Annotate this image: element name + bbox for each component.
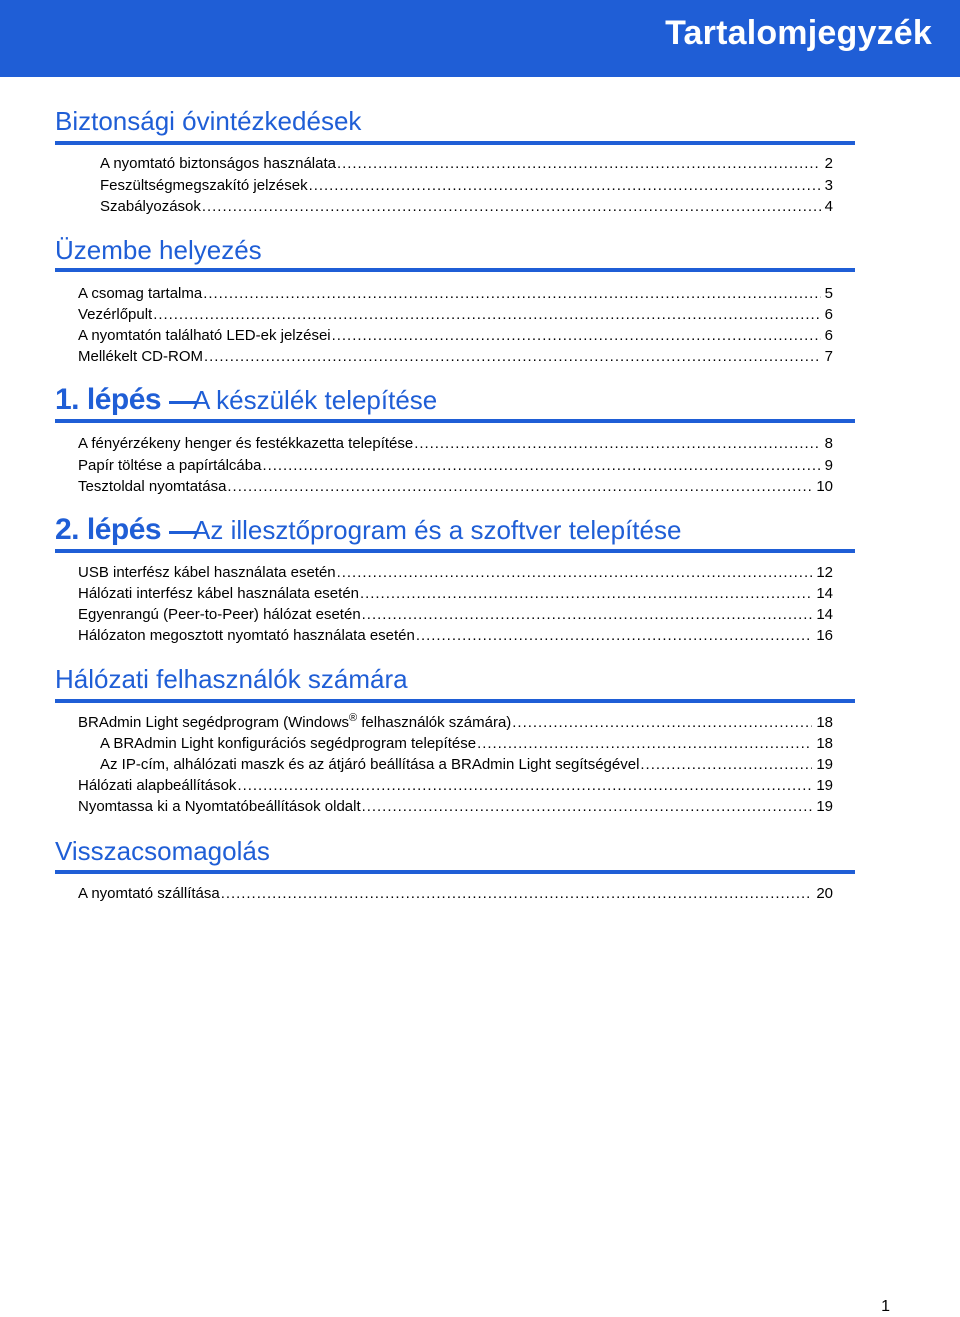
toc-entry-bradmin-install[interactable] <box>100 734 833 754</box>
toc-entry-paper[interactable] <box>78 456 833 476</box>
toc-entry-network-defaults[interactable] <box>78 776 833 796</box>
leader-dots <box>337 154 821 174</box>
leader-dots <box>640 755 812 775</box>
toc-entry-drum[interactable] <box>78 434 833 454</box>
step-number: 1. lépés <box>55 383 162 416</box>
leader-dots <box>153 305 820 325</box>
section-divider <box>55 268 855 272</box>
toc-entry-package[interactable] <box>78 284 833 304</box>
leader-dots <box>416 626 812 646</box>
leader-dots <box>227 477 812 497</box>
toc-entry-label: A BRAdmin Light konfigurációs segédprogram telepítése <box>100 735 477 752</box>
toc-entry-label: A csomag tartalma <box>78 285 203 302</box>
toc-entry-label: A nyomtatón található LED-ek jelzései <box>78 327 331 344</box>
toc-entry-label: Tesztoldal nyomtatása <box>78 478 227 495</box>
toc-entry-network-cable[interactable] <box>78 584 833 604</box>
toc-entry-label: A nyomtató szállítása <box>78 885 220 902</box>
step-number: 2. lépés <box>55 513 162 546</box>
toc-entry-bradmin-light[interactable] <box>78 713 833 733</box>
step-heading-2 <box>55 513 682 547</box>
toc-entry-page: 4 <box>824 198 833 215</box>
section-heading-safety: Biztonsági óvintézkedések <box>55 106 362 136</box>
toc-entry-shipping[interactable] <box>78 884 833 904</box>
section-heading-setup: Üzembe helyezés <box>55 235 262 265</box>
leader-dots <box>221 884 813 904</box>
leader-dots <box>203 284 820 304</box>
toc-entry-label: Papír töltése a papírtálcába <box>78 457 262 474</box>
toc-entry-label: Egyenrangú (Peer-to-Peer) hálózat esetén <box>78 606 361 623</box>
leader-dots <box>332 326 821 346</box>
leader-dots <box>204 347 821 367</box>
toc-entry-page: 12 <box>816 564 833 581</box>
toc-entry-page: 18 <box>816 714 833 731</box>
toc-entry-safe-use[interactable] <box>100 154 833 174</box>
step-heading-1 <box>55 383 438 417</box>
toc-entry-page: 19 <box>816 777 833 794</box>
toc-entry-label: USB interfész kábel használata esetén <box>78 564 336 581</box>
title-bar <box>0 0 960 77</box>
step-title: Az illesztőprogram és a szoftver telepítése <box>193 515 682 545</box>
toc-entry-label: A nyomtató biztonságos használata <box>100 155 336 172</box>
section-divider <box>55 870 855 874</box>
toc-entry-page: 10 <box>816 478 833 495</box>
toc-entry-page: 14 <box>816 585 833 602</box>
toc-entry-label: Feszültségmegszakító jelzések <box>100 177 308 194</box>
leader-dots <box>512 713 812 733</box>
section-divider <box>55 419 855 423</box>
toc-entry-page: 6 <box>824 327 833 344</box>
section-divider <box>55 141 855 145</box>
section-divider <box>55 549 855 553</box>
leader-dots <box>337 563 813 583</box>
toc-entry-page: 14 <box>816 606 833 623</box>
toc-entry-label: A fényérzékeny henger és festékkazetta telepítése <box>78 435 414 452</box>
toc-entry-label: Szabályozások <box>100 198 201 215</box>
toc-entry-label: Hálózati interfész kábel használata esetén <box>78 585 360 602</box>
toc-entry-test-page[interactable] <box>78 477 833 497</box>
toc-entry-page: 18 <box>816 735 833 752</box>
toc-entry-page: 8 <box>824 435 833 452</box>
leader-dots <box>237 776 812 796</box>
toc-entry-label: Vezérlőpult <box>78 306 153 323</box>
toc-entry-label: Mellékelt CD-ROM <box>78 348 204 365</box>
toc-entry-page: 9 <box>824 457 833 474</box>
leader-dots <box>362 797 813 817</box>
toc-entry-page: 7 <box>824 348 833 365</box>
toc-entry-page: 19 <box>816 756 833 773</box>
registered-mark: ® <box>348 712 358 724</box>
toc-entry-led[interactable] <box>78 326 833 346</box>
toc-entry-label: BRAdmin Light segédprogram (Windows® felhasználók számára) <box>78 712 512 731</box>
section-divider <box>55 699 855 703</box>
section-heading-network-users: Hálózati felhasználók számára <box>55 664 408 694</box>
page-title: Tartalomjegyzék <box>665 14 932 52</box>
leader-dots <box>362 605 813 625</box>
section-heading-repacking: Visszacsomagolás <box>55 836 270 866</box>
toc-entry-regulations[interactable] <box>100 197 833 217</box>
leader-dots <box>360 584 812 604</box>
toc-entry-shared[interactable] <box>78 626 833 646</box>
toc-entry-label: Hálózati alapbeállítások <box>78 777 237 794</box>
toc-entry-voltage[interactable] <box>100 176 833 196</box>
toc-entry-page: 5 <box>824 285 833 302</box>
page-number: 1 <box>881 1298 890 1315</box>
step-title: A készülék telepítése <box>193 385 438 415</box>
toc-entry-label: Nyomtassa ki a Nyomtatóbeállítások oldalt <box>78 798 361 815</box>
toc-entry-page: 6 <box>824 306 833 323</box>
leader-dots <box>477 734 812 754</box>
toc-entry-label: Hálózaton megosztott nyomtató használata esetén <box>78 627 415 644</box>
toc-entry-page: 19 <box>816 798 833 815</box>
toc-entry-peer[interactable] <box>78 605 833 625</box>
toc-entry-print-settings[interactable] <box>78 797 833 817</box>
toc-entry-control-panel[interactable] <box>78 305 833 325</box>
leader-dots <box>309 176 821 196</box>
toc-entry-page: 3 <box>824 177 833 194</box>
toc-entry-page: 2 <box>824 155 833 172</box>
toc-entry-label: Az IP-cím, alhálózati maszk és az átjáró beállítása a BRAdmin Light segítségével <box>100 756 640 773</box>
toc-entry-cdrom[interactable] <box>78 347 833 367</box>
leader-dots <box>262 456 820 476</box>
toc-entry-ip-settings[interactable] <box>100 755 833 775</box>
toc-entry-usb[interactable] <box>78 563 833 583</box>
toc-entry-page: 20 <box>816 885 833 902</box>
toc-entry-page: 16 <box>816 627 833 644</box>
leader-dots <box>202 197 821 217</box>
leader-dots <box>414 434 820 454</box>
